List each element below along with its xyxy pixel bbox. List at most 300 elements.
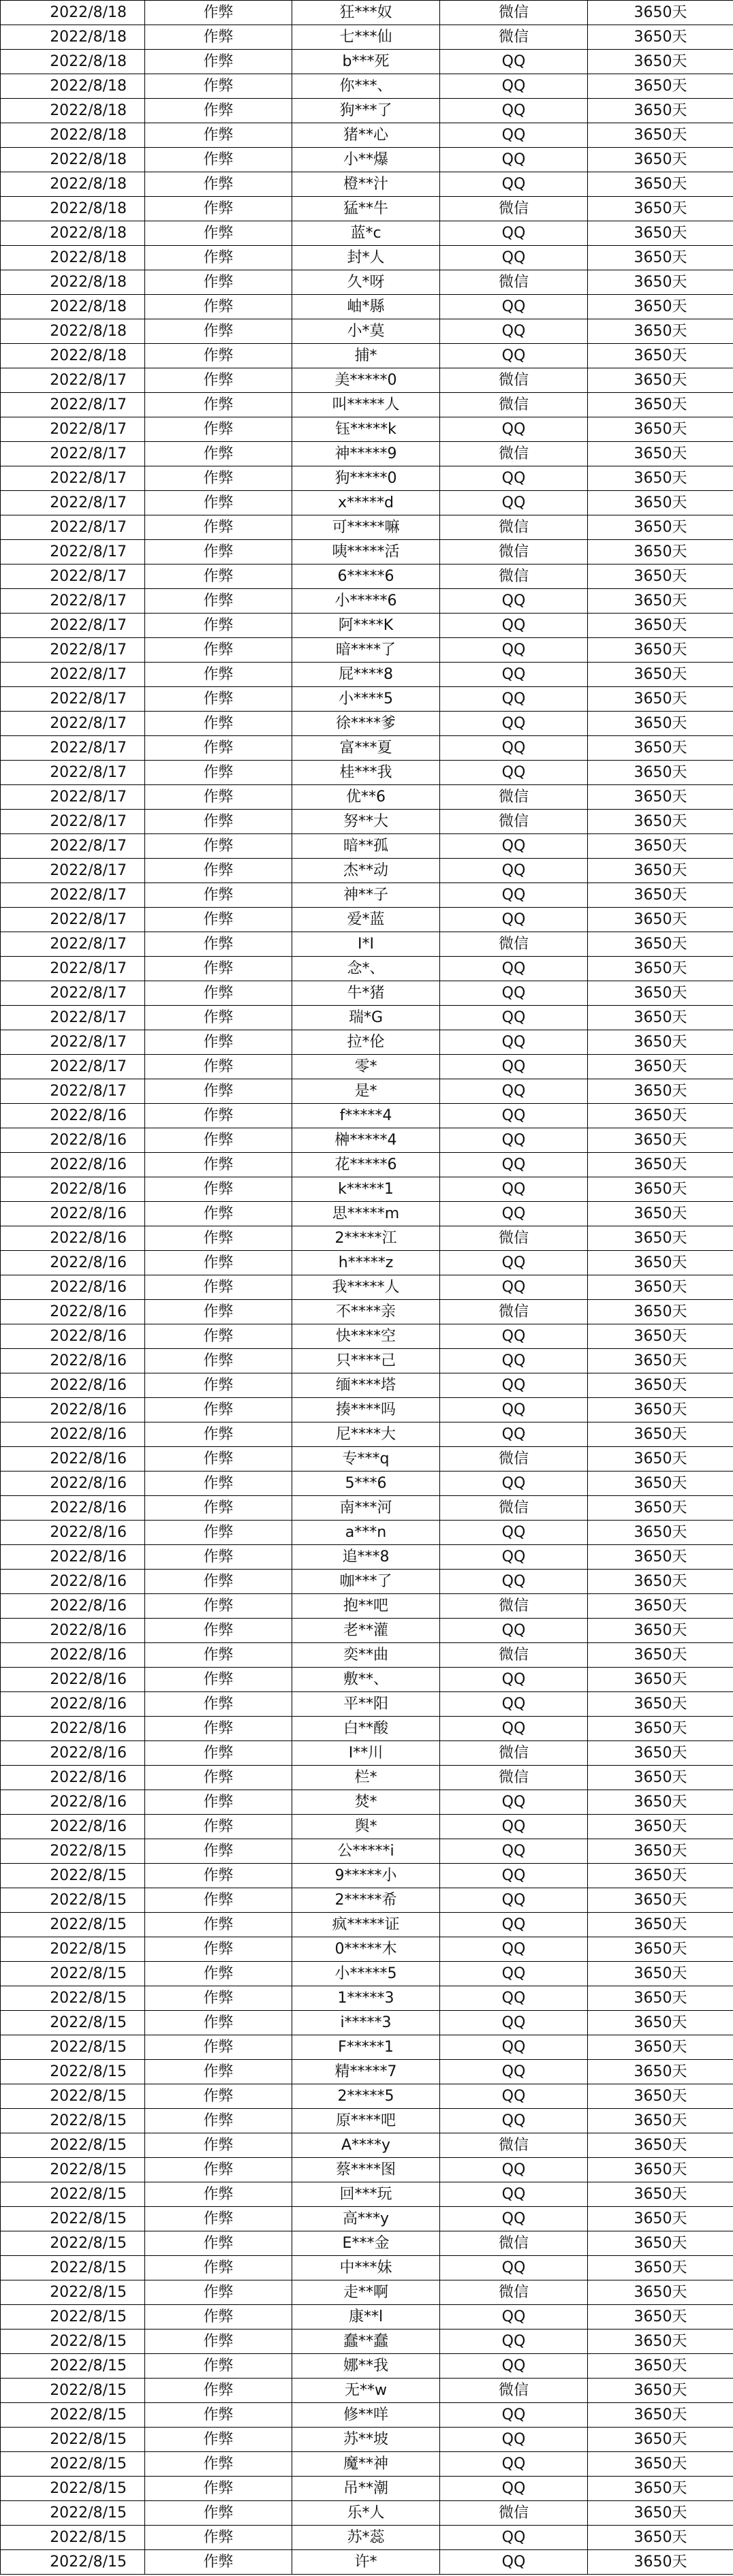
player-name-cell: 你***、: [292, 74, 440, 99]
player-name-cell: 2*****江: [292, 1226, 440, 1251]
table-row: [1, 1864, 733, 1888]
reason-cell: 作弊: [145, 344, 292, 368]
reason-cell: 作弊: [145, 2305, 292, 2329]
player-name-cell: 白**酸: [292, 1717, 440, 1741]
reason-cell: 作弊: [145, 515, 292, 540]
date-cell: 2022/8/18: [1, 295, 145, 319]
reason-cell: 作弊: [145, 859, 292, 883]
date-cell: 2022/8/18: [1, 270, 145, 295]
reason-cell: 作弊: [145, 2256, 292, 2280]
date-cell: 2022/8/16: [1, 1275, 145, 1300]
platform-cell: QQ: [440, 761, 588, 785]
reason-cell: 作弊: [145, 1055, 292, 1079]
duration-cell: 3650天: [588, 1104, 733, 1128]
date-cell: 2022/8/16: [1, 1398, 145, 1422]
table-row: [1, 1153, 733, 1177]
reason-cell: 作弊: [145, 2550, 292, 2575]
date-cell: 2022/8/15: [1, 2477, 145, 2501]
player-name-cell: 爱*蓝: [292, 908, 440, 932]
reason-cell: 作弊: [145, 2207, 292, 2231]
platform-cell: 微信: [440, 1447, 588, 1472]
reason-cell: 作弊: [145, 1717, 292, 1741]
player-name-cell: b***死: [292, 50, 440, 74]
date-cell: 2022/8/17: [1, 883, 145, 908]
player-name-cell: 封*人: [292, 246, 440, 270]
platform-cell: QQ: [440, 1521, 588, 1545]
duration-cell: 3650天: [588, 50, 733, 74]
date-cell: 2022/8/16: [1, 1447, 145, 1472]
duration-cell: 3650天: [588, 2158, 733, 2182]
duration-cell: 3650天: [588, 295, 733, 319]
reason-cell: 作弊: [145, 2133, 292, 2158]
date-cell: 2022/8/15: [1, 2011, 145, 2035]
player-name-cell: 瑞*G: [292, 1006, 440, 1030]
table-row: [1, 1766, 733, 1790]
player-name-cell: 可*****嘛: [292, 515, 440, 540]
table-row: [1, 25, 733, 50]
date-cell: 2022/8/15: [1, 2550, 145, 2575]
duration-cell: 3650天: [588, 2231, 733, 2256]
date-cell: 2022/8/17: [1, 981, 145, 1006]
player-name-cell: 思*****m: [292, 1202, 440, 1226]
platform-cell: QQ: [440, 1153, 588, 1177]
platform-cell: 微信: [440, 565, 588, 589]
platform-cell: QQ: [440, 2354, 588, 2379]
date-cell: 2022/8/18: [1, 123, 145, 148]
duration-cell: 3650天: [588, 614, 733, 638]
platform-cell: 微信: [440, 393, 588, 417]
player-name-cell: i*****3: [292, 2011, 440, 2035]
duration-cell: 3650天: [588, 1962, 733, 1986]
reason-cell: 作弊: [145, 368, 292, 393]
player-name-cell: 专***q: [292, 1447, 440, 1472]
player-name-cell: x*****d: [292, 491, 440, 515]
platform-cell: QQ: [440, 2452, 588, 2477]
table-row: [1, 1275, 733, 1300]
player-name-cell: 高***y: [292, 2207, 440, 2231]
date-cell: 2022/8/17: [1, 1055, 145, 1079]
player-name-cell: 缅****塔: [292, 1373, 440, 1398]
table-row: [1, 123, 733, 148]
platform-cell: 微信: [440, 1, 588, 25]
date-cell: 2022/8/16: [1, 1521, 145, 1545]
reason-cell: 作弊: [145, 1349, 292, 1373]
reason-cell: 作弊: [145, 1594, 292, 1619]
table-row: [1, 1006, 733, 1030]
duration-cell: 3650天: [588, 736, 733, 761]
duration-cell: 3650天: [588, 2035, 733, 2060]
date-cell: 2022/8/15: [1, 2280, 145, 2305]
date-cell: 2022/8/15: [1, 2084, 145, 2109]
duration-cell: 3650天: [588, 1864, 733, 1888]
reason-cell: 作弊: [145, 295, 292, 319]
player-name-cell: 神*****9: [292, 442, 440, 466]
reason-cell: 作弊: [145, 1177, 292, 1202]
platform-cell: QQ: [440, 2477, 588, 2501]
reason-cell: 作弊: [145, 319, 292, 344]
duration-cell: 3650天: [588, 246, 733, 270]
platform-cell: 微信: [440, 2231, 588, 2256]
reason-cell: 作弊: [145, 2231, 292, 2256]
date-cell: 2022/8/17: [1, 565, 145, 589]
date-cell: 2022/8/18: [1, 319, 145, 344]
date-cell: 2022/8/17: [1, 859, 145, 883]
platform-cell: QQ: [440, 1668, 588, 1692]
platform-cell: QQ: [440, 1790, 588, 1815]
reason-cell: 作弊: [145, 2501, 292, 2526]
platform-cell: 微信: [440, 810, 588, 834]
platform-cell: QQ: [440, 2035, 588, 2060]
duration-cell: 3650天: [588, 2354, 733, 2379]
player-name-cell: 暗****了: [292, 638, 440, 663]
player-name-cell: 蠢**蠢: [292, 2329, 440, 2354]
player-name-cell: 吊**潮: [292, 2477, 440, 2501]
duration-cell: 3650天: [588, 1349, 733, 1373]
player-name-cell: 追***8: [292, 1545, 440, 1570]
reason-cell: 作弊: [145, 25, 292, 50]
duration-cell: 3650天: [588, 515, 733, 540]
platform-cell: QQ: [440, 2109, 588, 2133]
reason-cell: 作弊: [145, 2182, 292, 2207]
date-cell: 2022/8/15: [1, 2452, 145, 2477]
date-cell: 2022/8/15: [1, 2133, 145, 2158]
duration-cell: 3650天: [588, 785, 733, 810]
platform-cell: QQ: [440, 221, 588, 246]
platform-cell: QQ: [440, 1275, 588, 1300]
table-row: [1, 1937, 733, 1962]
table-row: [1, 295, 733, 319]
platform-cell: QQ: [440, 172, 588, 197]
duration-cell: 3650天: [588, 1422, 733, 1447]
reason-cell: 作弊: [145, 2158, 292, 2182]
platform-cell: QQ: [440, 2305, 588, 2329]
reason-cell: 作弊: [145, 50, 292, 74]
date-cell: 2022/8/17: [1, 687, 145, 712]
player-name-cell: 快****空: [292, 1324, 440, 1349]
duration-cell: 3650天: [588, 1226, 733, 1251]
platform-cell: QQ: [440, 1839, 588, 1864]
platform-cell: QQ: [440, 1349, 588, 1373]
table-row: [1, 785, 733, 810]
duration-cell: 3650天: [588, 1937, 733, 1962]
table-row: [1, 1251, 733, 1275]
table-row: [1, 1226, 733, 1251]
duration-cell: 3650天: [588, 417, 733, 442]
date-cell: 2022/8/17: [1, 957, 145, 981]
player-name-cell: 平**阳: [292, 1692, 440, 1717]
date-cell: 2022/8/16: [1, 1226, 145, 1251]
platform-cell: QQ: [440, 2256, 588, 2280]
duration-cell: 3650天: [588, 981, 733, 1006]
player-name-cell: 徐****爹: [292, 712, 440, 736]
player-name-cell: 9*****小: [292, 1864, 440, 1888]
duration-cell: 3650天: [588, 172, 733, 197]
duration-cell: 3650天: [588, 1766, 733, 1790]
reason-cell: 作弊: [145, 442, 292, 466]
table-row: [1, 442, 733, 466]
duration-cell: 3650天: [588, 1030, 733, 1055]
table-row: [1, 687, 733, 712]
table-row: [1, 1177, 733, 1202]
table-row: [1, 2182, 733, 2207]
duration-cell: 3650天: [588, 1447, 733, 1472]
player-name-cell: 是*: [292, 1079, 440, 1104]
date-cell: 2022/8/16: [1, 1668, 145, 1692]
reason-cell: 作弊: [145, 2403, 292, 2428]
reason-cell: 作弊: [145, 883, 292, 908]
table-row: [1, 2035, 733, 2060]
player-name-cell: 捕*: [292, 344, 440, 368]
date-cell: 2022/8/17: [1, 491, 145, 515]
player-name-cell: 老**灌: [292, 1619, 440, 1643]
table-row: [1, 74, 733, 99]
platform-cell: QQ: [440, 344, 588, 368]
table-row: [1, 1913, 733, 1937]
platform-cell: 微信: [440, 197, 588, 221]
table-row: [1, 614, 733, 638]
table-row: [1, 2060, 733, 2084]
date-cell: 2022/8/15: [1, 2403, 145, 2428]
player-name-cell: A****y: [292, 2133, 440, 2158]
platform-cell: 微信: [440, 2133, 588, 2158]
platform-cell: QQ: [440, 50, 588, 74]
duration-cell: 3650天: [588, 368, 733, 393]
reason-cell: 作弊: [145, 246, 292, 270]
table-row: [1, 883, 733, 908]
platform-cell: QQ: [440, 1324, 588, 1349]
player-name-cell: 栏*: [292, 1766, 440, 1790]
player-name-cell: 修**咩: [292, 2403, 440, 2428]
date-cell: 2022/8/16: [1, 1594, 145, 1619]
date-cell: 2022/8/16: [1, 1619, 145, 1643]
reason-cell: 作弊: [145, 1937, 292, 1962]
player-name-cell: 蓝*c: [292, 221, 440, 246]
player-name-cell: 狂***奴: [292, 1, 440, 25]
table-row: [1, 1104, 733, 1128]
reason-cell: 作弊: [145, 2060, 292, 2084]
duration-cell: 3650天: [588, 2256, 733, 2280]
duration-cell: 3650天: [588, 1521, 733, 1545]
duration-cell: 3650天: [588, 1055, 733, 1079]
table-row: [1, 2280, 733, 2305]
player-name-cell: 中***妹: [292, 2256, 440, 2280]
reason-cell: 作弊: [145, 393, 292, 417]
duration-cell: 3650天: [588, 1570, 733, 1594]
table-row: [1, 1815, 733, 1839]
player-name-cell: 努**大: [292, 810, 440, 834]
platform-cell: QQ: [440, 1177, 588, 1202]
duration-cell: 3650天: [588, 761, 733, 785]
platform-cell: QQ: [440, 1006, 588, 1030]
table-row: [1, 515, 733, 540]
reason-cell: 作弊: [145, 1447, 292, 1472]
table-row: [1, 2329, 733, 2354]
duration-cell: 3650天: [588, 1717, 733, 1741]
date-cell: 2022/8/17: [1, 1006, 145, 1030]
player-name-cell: 蔡****图: [292, 2158, 440, 2182]
duration-cell: 3650天: [588, 1545, 733, 1570]
table-row: [1, 932, 733, 957]
platform-cell: QQ: [440, 638, 588, 663]
table-row: [1, 712, 733, 736]
table-row: [1, 2452, 733, 2477]
date-cell: 2022/8/16: [1, 1300, 145, 1324]
duration-cell: 3650天: [588, 540, 733, 565]
platform-cell: QQ: [440, 1251, 588, 1275]
reason-cell: 作弊: [145, 1643, 292, 1668]
date-cell: 2022/8/18: [1, 246, 145, 270]
reason-cell: 作弊: [145, 1030, 292, 1055]
date-cell: 2022/8/17: [1, 638, 145, 663]
duration-cell: 3650天: [588, 197, 733, 221]
date-cell: 2022/8/17: [1, 540, 145, 565]
table-row: [1, 981, 733, 1006]
reason-cell: 作弊: [145, 1128, 292, 1153]
date-cell: 2022/8/17: [1, 834, 145, 859]
player-name-cell: 小*****5: [292, 1962, 440, 1986]
date-cell: 2022/8/15: [1, 2207, 145, 2231]
table-row: [1, 148, 733, 172]
table-row: [1, 368, 733, 393]
table-row: [1, 2550, 733, 2575]
reason-cell: 作弊: [145, 1888, 292, 1913]
player-name-cell: 狗***了: [292, 99, 440, 123]
reason-cell: 作弊: [145, 1913, 292, 1937]
duration-cell: 3650天: [588, 123, 733, 148]
duration-cell: 3650天: [588, 1177, 733, 1202]
reason-cell: 作弊: [145, 1839, 292, 1864]
duration-cell: 3650天: [588, 663, 733, 687]
duration-cell: 3650天: [588, 810, 733, 834]
duration-cell: 3650天: [588, 74, 733, 99]
table-row: [1, 270, 733, 295]
platform-cell: 微信: [440, 2379, 588, 2403]
duration-cell: 3650天: [588, 1251, 733, 1275]
table-row: [1, 50, 733, 74]
reason-cell: 作弊: [145, 761, 292, 785]
platform-cell: QQ: [440, 123, 588, 148]
duration-cell: 3650天: [588, 25, 733, 50]
platform-cell: QQ: [440, 736, 588, 761]
player-name-cell: 拉*伦: [292, 1030, 440, 1055]
duration-cell: 3650天: [588, 1, 733, 25]
table-row: [1, 761, 733, 785]
table-row: [1, 1324, 733, 1349]
platform-cell: 微信: [440, 1496, 588, 1521]
reason-cell: 作弊: [145, 1790, 292, 1815]
table-row: [1, 540, 733, 565]
reason-cell: 作弊: [145, 687, 292, 712]
table-row: [1, 2526, 733, 2550]
platform-cell: QQ: [440, 2158, 588, 2182]
reason-cell: 作弊: [145, 2329, 292, 2354]
reason-cell: 作弊: [145, 1741, 292, 1766]
reason-cell: 作弊: [145, 1398, 292, 1422]
player-name-cell: 小*****6: [292, 589, 440, 614]
duration-cell: 3650天: [588, 565, 733, 589]
reason-cell: 作弊: [145, 1251, 292, 1275]
platform-cell: QQ: [440, 1864, 588, 1888]
player-name-cell: 2*****希: [292, 1888, 440, 1913]
table-row: [1, 1962, 733, 1986]
player-name-cell: I*I: [292, 932, 440, 957]
platform-cell: QQ: [440, 74, 588, 99]
date-cell: 2022/8/17: [1, 810, 145, 834]
date-cell: 2022/8/15: [1, 2526, 145, 2550]
player-name-cell: 舆*: [292, 1815, 440, 1839]
date-cell: 2022/8/17: [1, 442, 145, 466]
table-row: [1, 246, 733, 270]
reason-cell: 作弊: [145, 1324, 292, 1349]
player-name-cell: 叫*****人: [292, 393, 440, 417]
date-cell: 2022/8/16: [1, 1251, 145, 1275]
duration-cell: 3650天: [588, 2084, 733, 2109]
player-name-cell: 只****己: [292, 1349, 440, 1373]
reason-cell: 作弊: [145, 172, 292, 197]
player-name-cell: 我*****人: [292, 1275, 440, 1300]
date-cell: 2022/8/18: [1, 172, 145, 197]
duration-cell: 3650天: [588, 442, 733, 466]
table-row: [1, 1472, 733, 1496]
reason-cell: 作弊: [145, 2526, 292, 2550]
platform-cell: QQ: [440, 1962, 588, 1986]
player-name-cell: 1*****3: [292, 1986, 440, 2011]
duration-cell: 3650天: [588, 859, 733, 883]
duration-cell: 3650天: [588, 2329, 733, 2354]
player-name-cell: 小*莫: [292, 319, 440, 344]
duration-cell: 3650天: [588, 957, 733, 981]
player-name-cell: 6*****6: [292, 565, 440, 589]
platform-cell: QQ: [440, 2428, 588, 2452]
platform-cell: 微信: [440, 1643, 588, 1668]
platform-cell: QQ: [440, 2182, 588, 2207]
date-cell: 2022/8/16: [1, 1766, 145, 1790]
platform-cell: 微信: [440, 2280, 588, 2305]
duration-cell: 3650天: [588, 2550, 733, 2575]
platform-cell: QQ: [440, 1030, 588, 1055]
duration-cell: 3650天: [588, 2182, 733, 2207]
reason-cell: 作弊: [145, 908, 292, 932]
player-name-cell: 狗*****0: [292, 466, 440, 491]
duration-cell: 3650天: [588, 2477, 733, 2501]
player-name-cell: 榊*****4: [292, 1128, 440, 1153]
player-name-cell: 焚*: [292, 1790, 440, 1815]
table-row: [1, 1300, 733, 1324]
duration-cell: 3650天: [588, 2207, 733, 2231]
table-row: [1, 1079, 733, 1104]
player-name-cell: 疯*****证: [292, 1913, 440, 1937]
player-name-cell: 奕**曲: [292, 1643, 440, 1668]
date-cell: 2022/8/15: [1, 1913, 145, 1937]
reason-cell: 作弊: [145, 1766, 292, 1790]
reason-cell: 作弊: [145, 1668, 292, 1692]
player-name-cell: 小****5: [292, 687, 440, 712]
date-cell: 2022/8/18: [1, 197, 145, 221]
date-cell: 2022/8/15: [1, 1864, 145, 1888]
platform-cell: QQ: [440, 2207, 588, 2231]
player-name-cell: 揍****吗: [292, 1398, 440, 1422]
table-row: [1, 1349, 733, 1373]
reason-cell: 作弊: [145, 148, 292, 172]
date-cell: 2022/8/15: [1, 2379, 145, 2403]
player-name-cell: 苏*蕊: [292, 2526, 440, 2550]
date-cell: 2022/8/16: [1, 1717, 145, 1741]
reason-cell: 作弊: [145, 1619, 292, 1643]
player-name-cell: 七***仙: [292, 25, 440, 50]
date-cell: 2022/8/15: [1, 2109, 145, 2133]
date-cell: 2022/8/15: [1, 2182, 145, 2207]
table-row: [1, 99, 733, 123]
